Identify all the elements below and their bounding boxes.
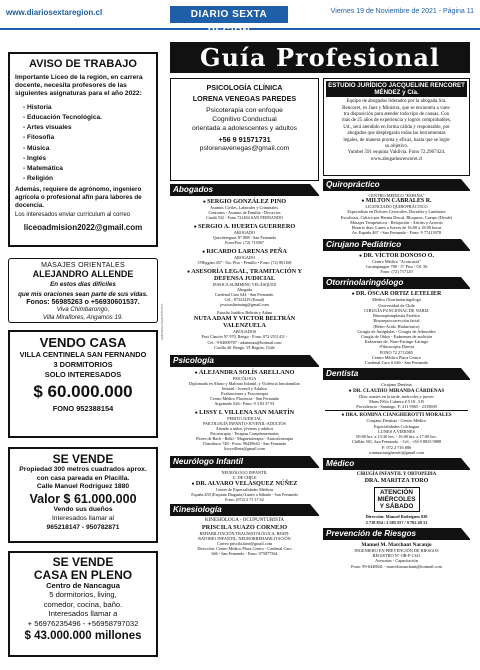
- entry-line: Universidad de Chile: [378, 302, 415, 308]
- massage-heading: MASAJES ORIENTALES: [41, 262, 125, 269]
- entry-name: ● DR. CLAUDIO MIRANDA CÁRDENAS: [325, 388, 468, 394]
- directory-entry: [173, 223, 316, 245]
- entry-line: Cirujano Dentista - Centro Médico: [366, 418, 427, 424]
- entry-line: Exámenes de: Naso-Faringo-Laringo: [364, 339, 429, 345]
- legal-line: Rencoret, ex Juez y Ministra, que se encuentra a vues-: [342, 105, 451, 111]
- section-dentista: Dentista: [323, 368, 470, 380]
- legal-line: más de 25 años de experiencia y logros comprobables,: [342, 118, 451, 124]
- entry-line: Cirujano Dentista: [381, 382, 412, 388]
- entry-line: Asuntos Civiles, Laborales y Criminales.: [210, 205, 279, 210]
- entry-line: Correo priscila.kine@gmail.com: [217, 541, 272, 547]
- entry-line: Argomedo 626 / Fono: 9 3 83 37 81: [214, 400, 275, 406]
- section-medico: Médico: [323, 458, 470, 470]
- section-neurologo: Neurólogo Infantil: [170, 456, 319, 468]
- entry-line: O'Higgins 457 - 5to. Piso - Pentillo • Fono: (72) 801168: [197, 260, 292, 266]
- entry-name: ● SERGIO A. HUERTA GUERRERO: [173, 223, 316, 230]
- attention-line: ATENCIÓN: [380, 489, 413, 497]
- medico-entry: [323, 470, 470, 528]
- clinical-psychology-ad: [170, 78, 319, 181]
- entry-line: Cel.: 87323419 (Email): [224, 297, 265, 303]
- entry-name: DRA. MARITZA TORO: [364, 477, 429, 484]
- legal-line: legales, de manera pronta y eficaz, hasta que se logre: [343, 137, 450, 143]
- legal-line: tra disposición para atender todo tipo de causas. Con: [343, 112, 450, 118]
- entry-line: RATORIO INFANTIL, NEURORREHABILITACIÓN: [198, 536, 291, 542]
- guia-profesional-title: Guía Profesional: [170, 42, 470, 73]
- entry-line: ABOGADO: [234, 255, 255, 261]
- section-kinesiologia: Kinesiología: [170, 504, 319, 516]
- top-bar: [0, 0, 480, 37]
- entry-line: CENTRO MEDICO "ESPAÑA": [368, 193, 425, 198]
- legal-line: Ud., será atendido en forma cálida y responsable, por: [343, 124, 450, 130]
- entry-line: ABOGADOS: [232, 329, 257, 335]
- subject-item: - Religión: [23, 174, 151, 184]
- entry-line: Psicoterapia - Terapias Complementarias: [210, 430, 279, 436]
- house-sale-ad-1: [8, 330, 158, 438]
- entry-name: Manuel M. Marchant Naranjo: [361, 541, 432, 548]
- job-notice-intro: Importante Liceo de la región, en carrera docente, necesita profesores de las siguientes asignaturas para el año 2022:: [15, 74, 143, 98]
- massage-phones: Fonos: 56985263 o +56930601537.: [26, 299, 140, 307]
- psych-email[interactable]: pslorenavenegas@gmail.com: [199, 145, 290, 153]
- entry-line: 09:00 hrs. a 13:30 hrs. - 16:00 hrs. a 17:00 hrs.: [356, 434, 437, 440]
- entry-name: ● ASESORÍA LEGAL, TRAMITACIÓN Y DEFENSA JUDICIAL: [173, 268, 316, 282]
- legal-line: Yumbel 591 esquina Valdivia. Fono 72.2967424.: [347, 150, 446, 156]
- subject-item: - Matemática: [23, 164, 151, 174]
- entry-line: Infantil - Juvenil y Adultos: [221, 385, 268, 391]
- entry-line: Evaluaciones y Psicoterapia: [221, 390, 268, 396]
- entry-line: Centro Médico "Aconcavía": [372, 258, 421, 264]
- divider: [325, 410, 468, 411]
- prevencion-entry: [323, 540, 470, 572]
- subject-item: - Educación Tecnológica.: [23, 113, 151, 123]
- psych-desc-3: orientada a adolescentes y adultos: [191, 124, 298, 132]
- entry-name: ● MILTON CABRALES R.: [325, 198, 468, 204]
- subject-list: [23, 103, 151, 185]
- entry-line: U. DE CHILE: [232, 475, 257, 480]
- entry-line: España 450 (Esquina Diaguita) Lunes a Sábado - San Fernando: [191, 492, 298, 498]
- massage-message-2: que mis oraciones sean parte de sus vidas.: [18, 290, 148, 298]
- entry-name: ● RICARDO LARENAS PEÑA: [173, 248, 316, 255]
- entry-line: JESSICA SLIMMING VELÁSQUEZ: [212, 282, 277, 288]
- section-otorrino: Otorrinolaringólogo: [323, 277, 470, 289]
- entry-line: Chillán 501, San Fernando. - Cel.: +56 9 8825 9888: [351, 439, 442, 445]
- massage-message-1: En estos días difíciles: [50, 281, 116, 288]
- entry-line: Mons Félix Cabrera # 5 Of. 3 B: [369, 398, 424, 404]
- otorrino-entry: [323, 289, 470, 368]
- house2-title: SE VENDE: [52, 555, 114, 569]
- directory-entry: [173, 369, 316, 406]
- entry-line: Fono: (72) 717120: [380, 269, 413, 275]
- entry-line: Médico Otorrinolaringólogo: [372, 297, 421, 303]
- entry-line: Quechereguas N° 888 - San Fernando: [212, 235, 277, 241]
- entry-line: Contratos - Asuntos de Familia - Divorcios: [208, 210, 281, 216]
- directory-entry: [173, 248, 316, 265]
- subject-item: - Artes visuales: [23, 123, 151, 133]
- entry-line: PSICÓLOGA: [232, 375, 257, 381]
- house2-phones: + 56976235496 - +56958797032: [27, 618, 139, 628]
- house-sale-phone: FONO 952388154: [52, 403, 114, 413]
- entry-name: ● DR. VÍCTOR DONOSO O.: [325, 253, 468, 259]
- entry-line: Masajes Terapéuticos - Relajación - Artritis y Artrosis: [350, 219, 443, 225]
- psych-phone: +56 9 91571731: [218, 135, 271, 145]
- house2-location: Centro de Nancagua: [46, 581, 120, 591]
- massage-ad: [8, 258, 158, 323]
- house-sale-title: VENDO CASA: [39, 335, 127, 350]
- entry-line: REGISTRO N° OB-P-1341: [372, 553, 421, 559]
- property-sale-owner: Vendo sus dueños: [53, 506, 113, 514]
- psych-desc-1: Psicoterapia con enfoque: [206, 107, 283, 114]
- middle-column: [170, 78, 319, 558]
- entry-line: Chacabuco 748 - Fono: 98439643 - San Fernando: [202, 440, 287, 446]
- entry-line: Dirección: Manuel Rodríguez 820: [365, 514, 428, 520]
- entry-name: ● SERGIO GONZÁLEZ PINO: [173, 198, 316, 205]
- entry-line: Fono: 99-6448841 - marcelomarchant@hotmail.com: [351, 563, 442, 569]
- entry-line: PSICOLOGÍA INFANTO-JUVENIL-ADULTOS: [203, 420, 286, 426]
- attention-line: Y SÁBADO: [379, 503, 414, 511]
- section-psicologia: Psicología: [170, 355, 319, 367]
- property-sale-desc: con casa pareada en Placilla.: [36, 474, 130, 482]
- entry-line: Centro de Especialidades Médicas: [215, 487, 274, 493]
- section-prevencion: Prevención de Riesgos: [323, 528, 470, 540]
- massage-name: ALEJANDRO ALLENDE: [32, 269, 134, 279]
- attention-badge: [374, 487, 420, 512]
- entry-line: Especialista en Dolores Cervicales, Dorsales y Lumbares: [347, 209, 446, 215]
- entry-line: Rinoseptocorrección facial: [373, 318, 420, 324]
- entry-line: Fono/Fax: (72) 713967: [225, 240, 264, 246]
- legal-line: su objetivo.: [384, 143, 409, 149]
- entry-name: NUTA ADAM Y VICTOR BELTRÁN VALENZUELA: [193, 315, 296, 330]
- property-sale-phones: 965218147 - 950782871: [46, 523, 120, 531]
- house2-rooms: 5 dormitorios, living,: [49, 590, 117, 600]
- directory-entry: [173, 268, 316, 307]
- entry-line: (Rétro-Acido Hialurónico): [373, 323, 420, 329]
- side-credit: EMPRESA PERIODÍSTICA: [160, 303, 164, 340]
- neurologo-entry: [170, 468, 319, 504]
- entry-line: PERITO JUDICIAL: [227, 415, 262, 421]
- entry-line: Casilla 40. Rengo. VI Región. Chile: [214, 344, 275, 350]
- section-quiropractico: Quiropráctico: [323, 179, 470, 191]
- site-url[interactable]: www.diariosextaregion.cl: [6, 8, 103, 17]
- entry-line: ABOGADO: [234, 230, 255, 236]
- entry-line: Cirugía de Amígdalas - Cirugía de Adenoides: [357, 328, 436, 334]
- house2-contact: Interesados llamar a: [48, 609, 118, 619]
- directory-entry: [173, 310, 316, 349]
- subject-item: - Música: [23, 144, 151, 154]
- legal-line: abogados que desplegarán todas las herramientas: [347, 131, 446, 137]
- job-notice-email[interactable]: liceoadmision2022@gmail.com: [23, 222, 143, 232]
- entry-line: Asesorías - Capacitación: [375, 558, 418, 564]
- entry-line: CIRUGÍA FUNCIONAL DE NARIZ: [364, 307, 429, 313]
- psych-desc-2: Cognitivo Conductual: [212, 115, 277, 123]
- psych-name: LORENA VENEGAS PAREDES: [192, 94, 297, 103]
- entry-line: Escoliosis, Ciática por Hernia Discal, Bloqueos, Cuerpo (Desde): [340, 214, 453, 220]
- psych-title: PSICOLOGÍA CLÍNICA: [206, 83, 283, 92]
- page-date: Viernes 19 de Noviembre de 2021 - Página 11: [330, 8, 474, 15]
- entry-line: Rinoseptumplastia Estética: [373, 313, 420, 319]
- dentista-entries: [323, 380, 470, 458]
- entry-line: Centro Médico Placa Centro: [371, 354, 422, 360]
- entry-line: Diplomada en Abuso y Maltrato Infantil, y Violencia Intrafamiliar: [189, 380, 300, 386]
- entry-line: INGENIERO EN PREVENCIÓN DE RIESGOS: [354, 547, 439, 553]
- entry-line: Flores de Bach - Reiki - Magnetoterapia - Auriculoterapia: [196, 435, 293, 441]
- entry-line: REHABILITACIÓN TRAUMATOLÓGICA, RESPI-: [199, 531, 290, 537]
- entry-line: Cardenal Caro 644 - San Fernando.: [214, 292, 275, 298]
- subject-item: - Historia: [23, 103, 151, 113]
- house-sale-ad-2: [8, 551, 158, 657]
- legal-website[interactable]: www.abogadosrencoret.cl: [370, 156, 423, 162]
- entry-line: 646 - San Fernando - Fono: 975877564: [211, 551, 278, 557]
- masthead: DIARIO SEXTA REGIÓN: [170, 6, 288, 23]
- entry-line: FONO 72 2712065: [379, 349, 414, 355]
- house-sale-rooms: 3 DORMITORIOS: [53, 359, 113, 369]
- house-sale-location: VILLA CENTINELA SAN FERNANDO: [19, 350, 147, 359]
- property-sale-ad: [8, 447, 158, 543]
- massage-address-2: Villa Miraflores, Angamos 19.: [42, 313, 124, 321]
- entry-line: Cirugía de Oídos - Exámenes de audición: [360, 333, 433, 339]
- entry-line: Dirección: Centro Medico Placa Centro - Cardenal Caro: [197, 546, 292, 552]
- entry-line: KINESIOLOGA - OCUPUNTURISTA: [204, 518, 285, 524]
- attention-line: MIÉRCOLES: [377, 496, 416, 504]
- entry-line: Abogada: [236, 287, 253, 293]
- entry-line: LICENCIADO QUIROPRÁCTICO: [365, 204, 428, 210]
- property-sale-size: Propiedad 300 metros cuadrados aprox.: [19, 466, 147, 473]
- cirujano-entry: [323, 251, 470, 278]
- legal-firm-ad: [323, 78, 470, 176]
- entry-line: Cel.: 9-84009787 - adamnuta@hotmail.com: [207, 339, 282, 345]
- entry-line: Cuadá 532 - Fono 721484 SAN FERNANDO: [205, 215, 283, 221]
- entry-line: lissyvillena@gmail.com: [224, 445, 265, 451]
- entry-line: Carampangue 788 - 5° Piso - Of. 56: [365, 263, 428, 269]
- entry-name: ● DRA. ROMINA CIANGHEROTTI MORALES: [325, 412, 468, 418]
- subject-item: - Filosofía: [23, 133, 151, 143]
- quiropractico-entry: [323, 191, 470, 239]
- house-sale-price: $ 60.000.000: [33, 381, 133, 401]
- entry-name: ● ALEJANDRA SOLÍS ARELLANO: [173, 369, 316, 376]
- entry-line: Horario días: Lunes a Jueves de 16:00 a 18:00 horas: [351, 225, 442, 231]
- job-notice-ad: [8, 52, 158, 247]
- entry-line: Atiende a niños, jóvenes y adultos: [215, 425, 274, 431]
- section-cirujano: Cirujano Pediátrico: [323, 239, 470, 251]
- house2-headline: CASA EN PLENO: [33, 567, 133, 582]
- entry-line: LUNES A VIERNES: [378, 428, 415, 434]
- entry-line: NEURÓLOGO INFANTIL: [221, 469, 268, 475]
- legal-firm-body: [326, 99, 467, 163]
- right-column: [323, 78, 470, 572]
- entry-line: Fono: (072) 2 71 17 62: [225, 497, 264, 503]
- house2-price: $ 43.000.000 millones: [24, 630, 142, 643]
- entry-line: Centro Médico Placencia - San Fernando: [210, 395, 279, 401]
- entry-line: rominaciangherotti@gmail.com: [369, 449, 424, 455]
- job-notice-extra: Además, requiere de agrónomo, ingeniero agrícola o profesional afín para labores de docencia.: [15, 186, 142, 210]
- entry-line: Estudio Jurídico Beltrán y Adam: [217, 310, 272, 316]
- directory-entry: [173, 409, 316, 451]
- property-sale-title: SE VENDE: [52, 452, 114, 466]
- entry-name: ● LISSY I. VILLENA SAN MARTÍN: [173, 409, 316, 416]
- directory-entry: [173, 198, 316, 220]
- entry-line: Cardenal Caro # 646 - San Fernando: [364, 360, 428, 366]
- section-abogados: Abogados: [170, 184, 319, 196]
- property-sale-contact: Interesados llamar al: [51, 514, 115, 522]
- entry-name: PRISCILA SUAZO CORNEJO: [201, 524, 288, 532]
- entry-name: ● DR. ÓSCAR ORTIZ LETELIER: [325, 291, 468, 297]
- psicologia-list: [170, 367, 319, 456]
- property-sale-address: Calle Manuel Rodríguez 1880: [36, 483, 130, 491]
- entry-line: Av. España 467 - San Fernando - Fono: 9 77413978: [351, 230, 442, 236]
- job-notice-title: AVISO DE TRABAJO: [29, 58, 137, 70]
- entry-line: F: 072 2 716 886: [381, 444, 412, 450]
- job-notice-note: Los interesados enviar currículum al correo: [15, 212, 131, 219]
- entry-line: -Fibroscopia Directa: [378, 344, 415, 350]
- entry-line: Días: martes en la tarde, miércoles y jueves: [359, 393, 434, 399]
- legal-line: Equipo de abogados liderados por la abogada Sra.: [346, 99, 447, 105]
- entry-line: Providencia - Santiago. F: 211 9965 - 2319600: [356, 404, 437, 410]
- subject-item: - Inglés: [23, 154, 151, 164]
- kinesiologia-entry: [170, 516, 319, 558]
- house-sale-note: SOLO INTERESADOS: [44, 369, 122, 379]
- massage-address-1: Viva Chimbarongo,: [56, 306, 110, 314]
- entry-line: Post Chacón N° 970, Rengo - Fono: 072-2511411 -: [201, 334, 288, 340]
- entry-line: 2 718 854 / 2 585 557 / 9 702 48 31: [365, 519, 428, 525]
- abogados-list: [170, 196, 319, 355]
- entry-name: ● DR. ALVARO VELÁSQUEZ NÚÑEZ: [173, 480, 316, 487]
- entry-line: Especialidades Colchagua: [374, 423, 419, 429]
- entry-line: jessicaslimming@gmail.com: [220, 302, 269, 308]
- entry-line: CIRUGÍA INFANTIL Y ORTOPEDIA: [356, 471, 437, 477]
- property-sale-price: Valor $ 61.000.000: [29, 492, 137, 507]
- legal-firm-header: ESTUDIO JURÍDICO JACQUELINE RENCORET MÉNDEZ y Cía.: [326, 81, 467, 97]
- house2-rooms-2: comedor, cocina, baño.: [43, 599, 123, 609]
